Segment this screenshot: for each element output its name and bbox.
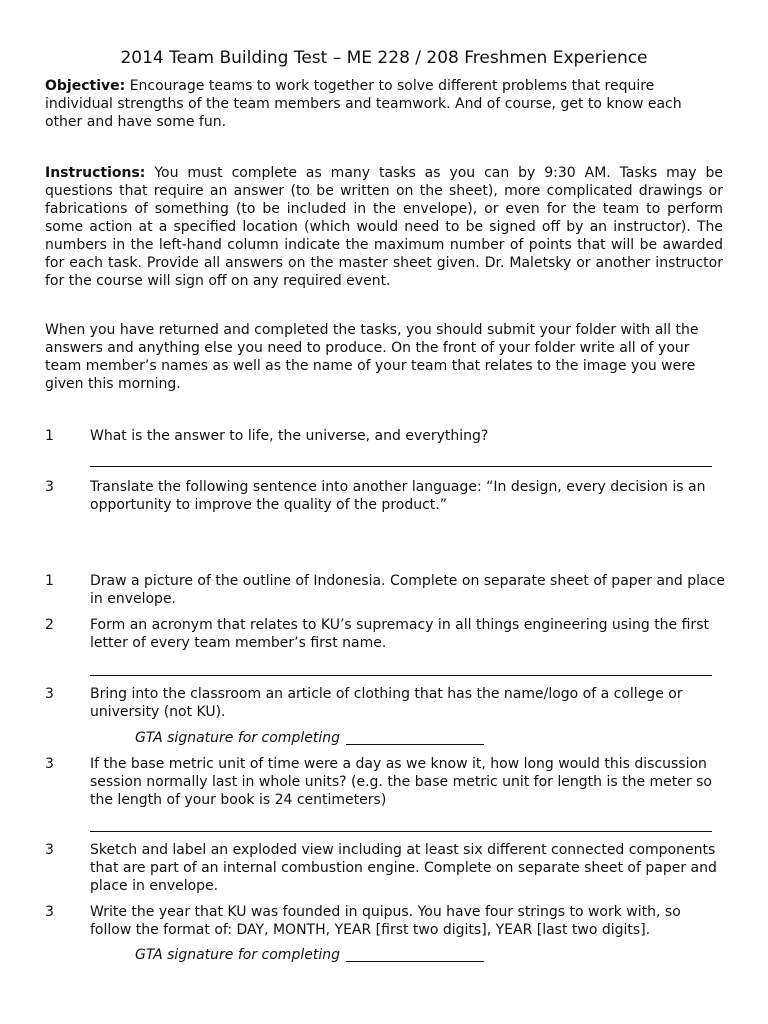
page-title: 2014 Team Building Test – ME 228 / 208 Freshmen Experience [120, 48, 648, 68]
task-text: Form an acronym that relates to KU’s supremacy in all things engineering using the first letter of every team member’s first name. [90, 617, 709, 651]
submission-paragraph: When you have returned and completed the tasks, you should submit your folder with all the answers and anything else you need to produce. On the front of your folder write all of your team member’s names as well as the name of your team that relates to the image you were given this morning. [45, 322, 699, 392]
gta-signature-line[interactable] [346, 744, 484, 745]
task-text: If the base metric unit of time were a day as we know it, how long would this discussion session normally last in whole units? (e.g. the base metric unit for length is the meter so the length of your book is 24 centimeters) [90, 756, 712, 808]
task-points: 3 [45, 756, 54, 772]
answer-line[interactable] [90, 831, 712, 832]
task-points: 3 [45, 842, 54, 858]
task-text: Translate the following sentence into another language: “In design, every decision is an opportunity to improve the quality of the product.” [90, 479, 706, 513]
task-points: 3 [45, 686, 54, 702]
task-points: 3 [45, 904, 54, 920]
gta-signature-label: GTA signature for completing [135, 947, 340, 963]
task-points: 2 [45, 617, 54, 633]
answer-line[interactable] [90, 675, 712, 676]
objective-label: Objective: [45, 78, 126, 94]
objective-paragraph [45, 77, 723, 131]
task-points: 3 [45, 479, 54, 495]
instructions-label: Instructions: [45, 165, 146, 181]
task-text: What is the answer to life, the universe, and everything? [90, 428, 489, 444]
gta-signature-line[interactable] [346, 961, 484, 962]
task-text: Bring into the classroom an article of clothing that has the name/logo of a college or university (not KU). [90, 686, 683, 720]
task-text: Draw a picture of the outline of Indonesia. Complete on separate sheet of paper and place in envelope. [90, 573, 725, 607]
gta-signature-label: GTA signature for completing [135, 730, 340, 746]
task-text: Write the year that KU was founded in quipus. You have four strings to work with, so follow the format of: DAY, MONTH, YEAR [first two digits], YEAR [last two digits]. [90, 904, 681, 938]
task-points: 1 [45, 573, 54, 589]
objective-text: Encourage teams to work together to solve different problems that require individual strengths of the team members and teamwork. And of course, get to know each other and have some fun. [45, 78, 682, 130]
task-text: Sketch and label an exploded view including at least six different connected components that are part of an internal combustion engine. Complete on separate sheet of paper and place in envelope. [90, 842, 717, 894]
task-points: 1 [45, 428, 54, 444]
instructions-text: You must complete as many tasks as you can by 9:30 AM. Tasks may be questions that require an answer (to be written on the sheet), more complicated drawings or fabrications of something (to be included in the envelope), or even for the team to perform some action at a specified location (which would need to be signed off by an instructor). The numbers in the left-hand column indicate the maximum number of points that will be awarded for each task. Provide all answers on the master sheet given. Dr. Maletsky or another instructor for the course will sign off on any required event. [45, 165, 723, 289]
answer-line[interactable] [90, 466, 712, 467]
instructions-paragraph [45, 164, 723, 290]
